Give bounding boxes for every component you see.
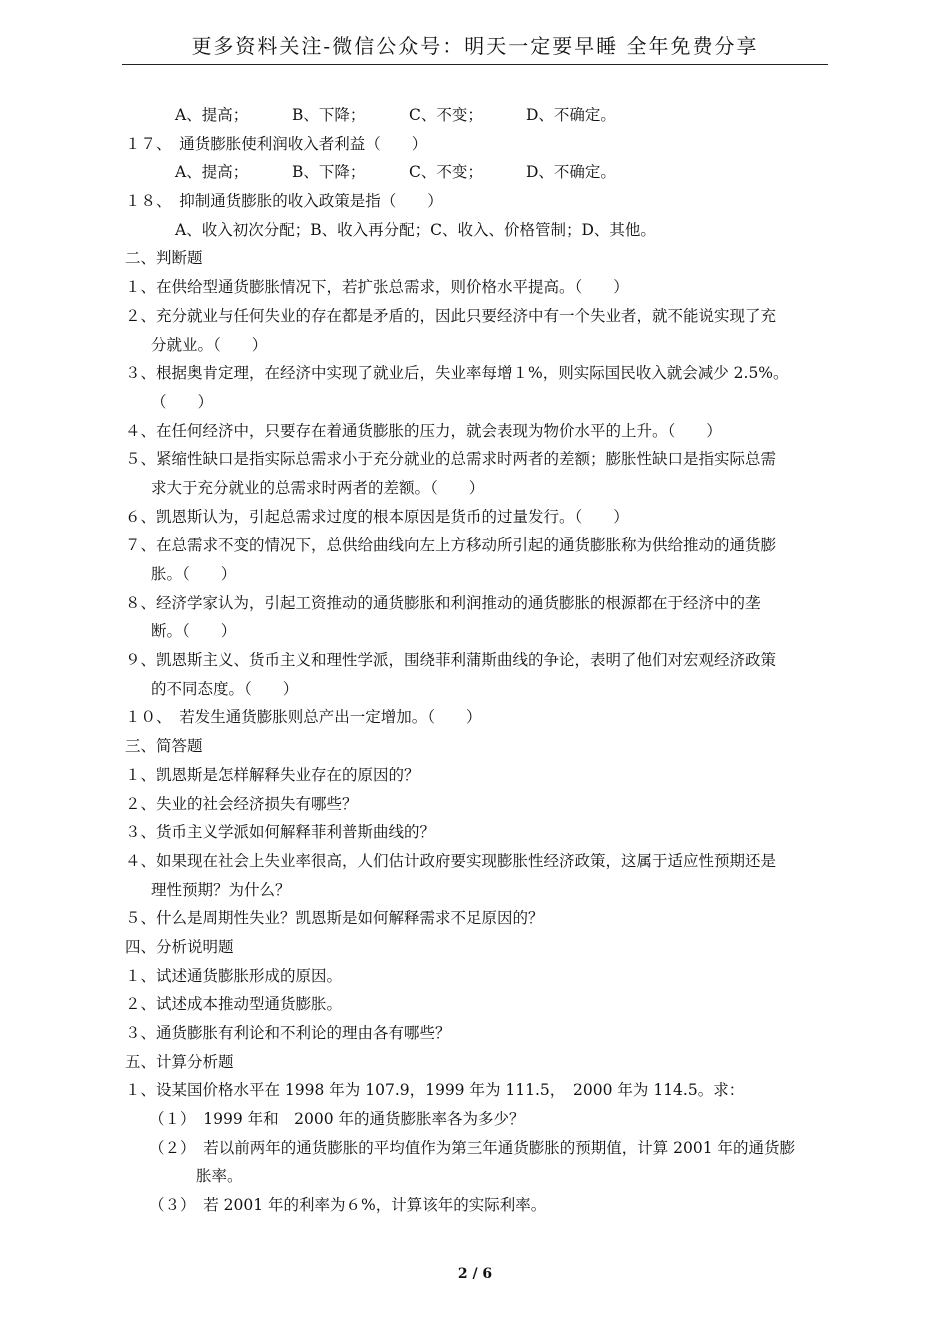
option-c: C、不变； (409, 106, 483, 124)
judgement-7: ７、在总需求不变的情况下，总供给曲线向左上方移动所引起的通货膨胀称为供给推动的通货膨 (125, 536, 777, 555)
judgement-6: ６、凯恩斯认为，引起总需求过度的根本原因是货币的过量发行。（ ） (125, 507, 629, 526)
option-a: A、提高； (175, 163, 249, 182)
option-d: D、不确定。 (526, 163, 616, 182)
page-header: 更多资料关注-微信公众号：明天一定要早睡 全年免费分享 (191, 34, 759, 58)
section-heading-judgement: 二、判断题 (125, 249, 203, 268)
option-c: C、不变； (409, 163, 483, 182)
short-answer-4: ４、如果现在社会上失业率很高，人们估计政府要实现膨胀性经济政策，这属于适应性预期还是 (125, 851, 777, 870)
section-heading-calculation: 五、计算分析题 (125, 1052, 234, 1071)
judgement-7-cont: 胀。（ ） (151, 565, 237, 583)
options-row-q17 (125, 158, 830, 187)
section-heading-short-answer: 三、简答题 (125, 737, 203, 756)
option-d: D、不确定。 (526, 106, 616, 124)
calculation-1: １、设某国价格水平在 1998 年为 107.9，1999 年为 111.5， 2000 年为 114.5。求： (125, 1081, 745, 1100)
calculation-1-part-2-cont: 胀率。 (196, 1167, 243, 1186)
judgement-3: ３、根据奥肯定理，在经济中实现了就业后，失业率每增１%，则实际国民收入就会减少 2.5%。 (125, 364, 789, 383)
document-body (125, 101, 830, 1220)
short-answer-2: ２、失业的社会经济损失有哪些？ (125, 794, 358, 813)
judgement-10: １０、 若发生通货膨胀则总产出一定增加。（ ） (125, 708, 482, 727)
short-answer-1: １、凯恩斯是怎样解释失业存在的原因的？ (125, 765, 420, 784)
judgement-5: ５、紧缩性缺口是指实际总需求小于充分就业的总需求时两者的差额；膨胀性缺口是指实际总需 (125, 450, 777, 469)
option-b: B、下降； (292, 106, 366, 124)
options-row-q18: A、收入初次分配；B、收入再分配；C、收入、价格管制；D、其他。 (175, 220, 656, 239)
page-number: 2 / 6 (457, 1266, 493, 1282)
analysis-2: ２、试述成本推动型通货膨胀。 (125, 995, 343, 1014)
judgement-4: ４、在任何经济中，只要存在着通货膨胀的压力，就会表现为物价水平的上升。（ ） (125, 421, 722, 440)
judgement-5-cont: 求大于充分就业的总需求时两者的差额。（ ） (151, 478, 485, 497)
option-b: B、下降； (292, 163, 366, 182)
question-17: １７、 通货膨胀使利润收入者利益（ ） (125, 134, 428, 153)
judgement-9: ９、凯恩斯主义、货币主义和理性学派，围绕菲利蒲斯曲线的争论，表明了他们对宏观经济政策 (125, 651, 777, 670)
judgement-1: １、在供给型通货膨胀情况下，若扩张总需求，则价格水平提高。（ ） (125, 278, 629, 297)
short-answer-4-cont: 理性预期？为什么？ (151, 880, 291, 899)
analysis-3: ３、通货膨胀有利论和不利论的理由各有哪些？ (125, 1024, 451, 1042)
section-heading-analysis: 四、分析说明题 (125, 937, 234, 956)
judgement-8: ８、经济学家认为，引起工资推动的通货膨胀和利润推动的通货膨胀的根源都在于经济中的垄 (125, 593, 761, 612)
judgement-9-cont: 的不同态度。（ ） (151, 679, 299, 698)
judgement-8-cont: 断。（ ） (151, 622, 237, 641)
calculation-1-part-1: （１） 1999 年和 2000 年的通货膨胀率各为多少？ (149, 1110, 525, 1129)
judgement-3-cont: （ ） (151, 392, 214, 411)
header-divider (122, 64, 828, 65)
short-answer-3: ３、货币主义学派如何解释菲利普斯曲线的？ (125, 823, 436, 842)
option-a: A、提高； (175, 106, 249, 124)
analysis-1: １、试述通货膨胀形成的原因。 (125, 966, 343, 985)
judgement-2-cont: 分就业。（ ） (151, 335, 268, 354)
question-18: １８、 抑制通货膨胀的收入政策是指（ ） (125, 192, 443, 211)
options-row-q16 (125, 101, 830, 130)
short-answer-5: ５、什么是周期性失业？凯恩斯是如何解释需求不足原因的？ (125, 909, 544, 928)
judgement-2: ２、充分就业与任何失业的存在都是矛盾的，因此只要经济中有一个失业者，就不能说实现了充 (125, 306, 777, 325)
calculation-1-part-2: （２） 若以前两年的通货膨胀的平均值作为第三年通货膨胀的预期值，计算 2001 年的通货膨 (149, 1138, 796, 1157)
calculation-1-part-3: （３） 若 2001 年的利率为６%，计算该年的实际利率。 (149, 1196, 547, 1215)
